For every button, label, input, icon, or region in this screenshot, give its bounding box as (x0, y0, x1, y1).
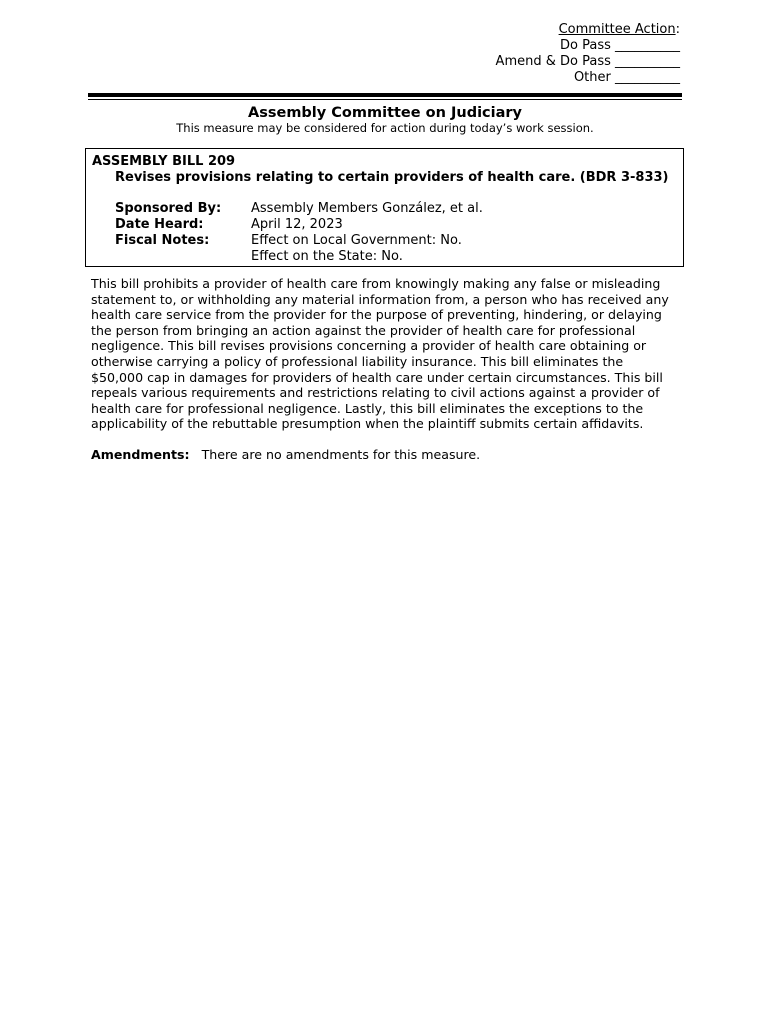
do-pass-line: Do Pass __________ (560, 38, 680, 53)
summary-line: the person from bringing an action against the provider of health care for professional (91, 322, 636, 338)
date-heard-label: Date Heard: (115, 217, 204, 232)
committee-action-title: Committee Action (558, 22, 676, 37)
summary-line: health care service from the provider for the purpose of preventing, hindering, or delaying (91, 307, 662, 323)
summary-line: statement to, or withholding any material information from, a person who has received any (91, 291, 669, 307)
fiscal-local-government: Effect on Local Government: No. (251, 233, 462, 248)
summary-line: otherwise carrying a policy of professional liability insurance. This bill eliminates the (91, 353, 624, 369)
sponsored-by-label: Sponsored By: (115, 201, 222, 216)
summary-line: $50,000 cap in damages for providers of health care under certain circumstances. This bill (91, 369, 663, 385)
committee-action-heading (496, 22, 680, 38)
header-rule-thin (88, 99, 682, 100)
amendments-section (91, 447, 480, 463)
fiscal-notes-label: Fiscal Notes: (115, 233, 210, 248)
other-line: Other __________ (573, 70, 680, 85)
amendments-text: There are no amendments for this measure. (201, 447, 481, 462)
fiscal-state: Effect on the State: No. (251, 249, 403, 264)
amendments-label: Amendments: (91, 447, 190, 462)
summary-line: health care for professional negligence. Lastly, this bill eliminates the exceptions to the (91, 400, 644, 416)
sponsored-by-value: Assembly Members González, et al. (251, 201, 483, 216)
bill-title: Revises provisions relating to certain providers of health care. (BDR 3-833) (115, 170, 669, 185)
work-session-note: This measure may be considered for action during today’s work session. (176, 121, 594, 135)
committee-action-colon: : (675, 22, 680, 37)
summary-line: negligence. This bill revises provisions concerning a provider of health care obtaining or (91, 338, 647, 354)
summary-line: applicability of the rebuttable presumption when the plaintiff submits certain affidavits. (91, 416, 644, 432)
bill-number: ASSEMBLY BILL 209 (92, 154, 236, 169)
committee-heading: Assembly Committee on Judiciary (248, 105, 522, 121)
date-heard-value: April 12, 2023 (251, 217, 343, 232)
summary-line: repeals various requirements and restrictions relating to civil actions against a provider of (91, 385, 660, 401)
summary-line: This bill prohibits a provider of health care from knowingly making any false or misleading (91, 276, 661, 291)
header-rule-thick (88, 93, 682, 97)
bill-info-box (85, 148, 684, 267)
bill-summary (91, 276, 691, 432)
amend-do-pass-line: Amend & Do Pass __________ (495, 54, 680, 69)
committee-action-block (496, 22, 680, 86)
